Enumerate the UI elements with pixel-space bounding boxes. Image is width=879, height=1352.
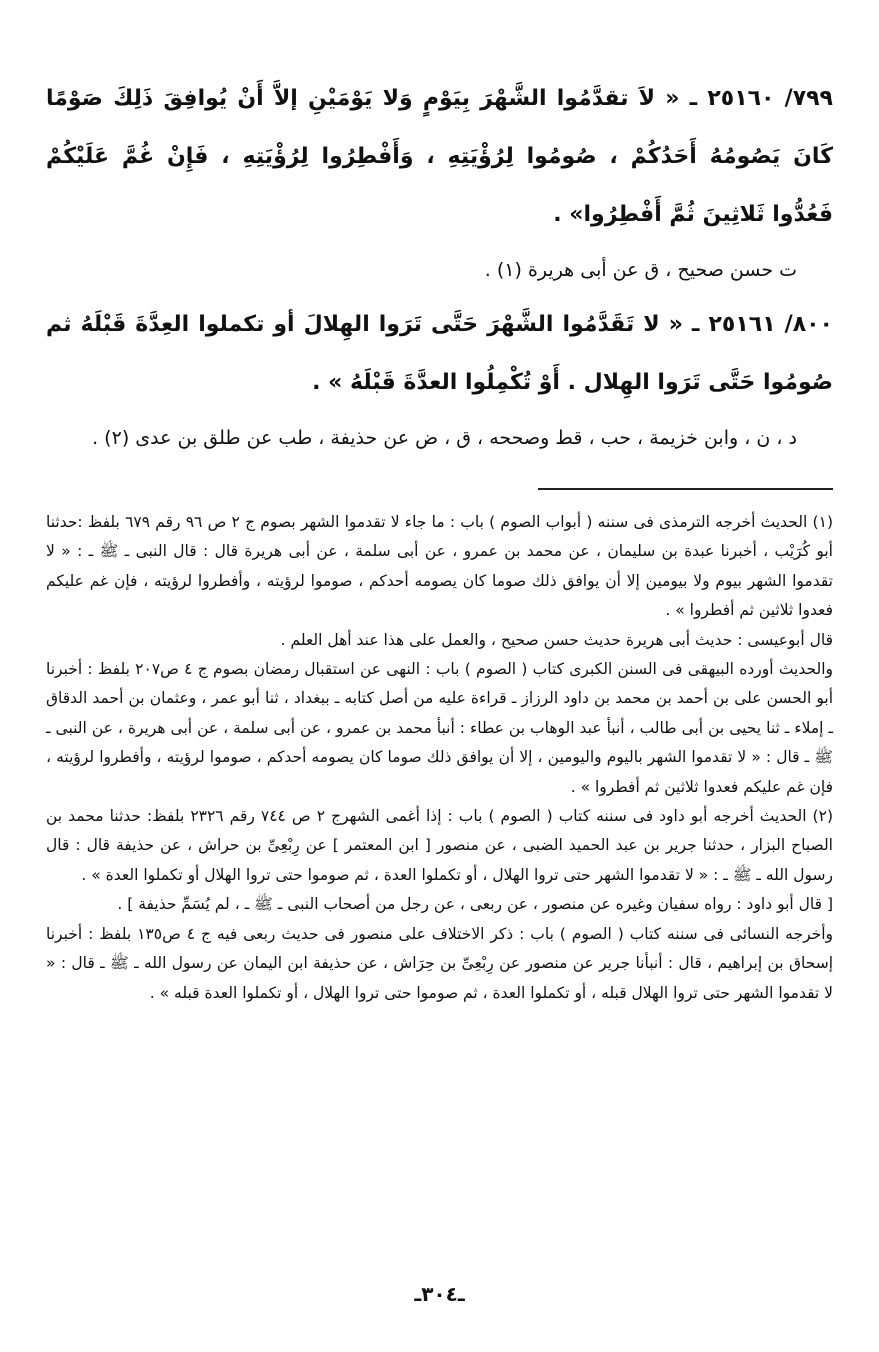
footnote-2-abu-dawud-comment: [ قال أبو داود : رواه سفيان وغيره عن منصور ، عن ربعى ، عن رجل من أصحاب النبى ـ ﷺ ـ ، لم يُسَمِّ حذيفة ] .: [117, 895, 833, 914]
hadith-800-sources: د ، ن ، وابن خزيمة ، حب ، قط وصححه ، ق ، ض عن حذيفة ، طب عن طلق بن عدى (٢) .: [92, 427, 797, 449]
footnote-1-bayhaqi: والحديث أورده البيهقى فى السنن الكبرى كتاب ( الصوم ) باب : النهى عن استقبال رمضان بصوم ج ٤ ص٢٠٧ بلفظ : أخبرنا أبو الحسن على بن أحمد بن محمد بن داود الرزاز ـ قراءة عليه من أصل كتابه ـ ببغداد ، ثنا أبو عمر ، وعثمان بن أحمد الدقاق ـ إملاء ـ ثنا يحيى بن أبى طالب ، أنبأ عبد الوهاب بن عطاء : أنبأ محمد بن عمرو ، عن أبى سلمة ، عن أبى هريرة ، عن النبى ـ ﷺ ـ قال : « لا تقدموا الشهر باليوم واليومين ، إلا أن يوافق ذلك صوما كان يصومه أحدكم ، صوموا لرؤيته ، وأفطروا لرؤيته ، فإن غم عليكم فعدوا ثلاثين ثم أفطروا » .: [46, 660, 834, 796]
hadith-800: ٨٠٠/ ٢٥١٦١ ـ « لا تَقَدَّمُوا الشَّهْرَ حَتَّى تَرَوا الهِلالَ أو تكملوا العِدَّةَ قَبْلَهُ ثم صُومُوا حَتَّى تَرَوا الهِلال . أَوْ تُكْمِلُوا العدَّةَ قَبْلَهُ » .: [46, 312, 833, 395]
hadith-799-sources: ت حسن صحيح ، ق عن أبى هريرة (١) .: [484, 259, 797, 281]
footnote-1-tirmidhi-comment: قال أبوعيسى : حديث أبى هريرة حديث حسن صحيح ، والعمل على هذا عند أهل العلم .: [280, 630, 833, 649]
footnote-separator: [538, 488, 833, 490]
hadith-799: ٧٩٩/ ٢٥١٦٠ ـ « لاَ تقدَّمُوا الشَّهْرَ بِيَوْمٍ وَلا يَوْمَيْنِ إلاَّ أَنْ يُوافِقَ ذَلِكَ صَوْمًا كَانَ يَصُومُهُ أَحَدُكُمْ ، صُومُوا لِرُؤْيَتِهِ ، وَأَفْطِرُوا لِرُؤْيَتِهِ ، فَإِنْ غُمَّ عَلَيْكُمْ فَعُدُّوا ثَلاثِينَ ثُمَّ أَفْطِرُوا» .: [46, 86, 833, 227]
footnote-2-nasai: وأخرجه النسائى فى سننه كتاب ( الصوم ) باب : ذكر الاختلاف على منصور فى حديث ربعى فيه ج ٤ ص١٣٥ بلفظ : أخبرنا إسحاق بن إبراهيم ، قال : أنبأنا جرير عن منصور عن رِبْعِىِّ بن حِرَاش ، عن حذيفة ابن اليمان عن رسول الله ـ ﷺ ـ قال : « لا تقدموا الشهر حتى تروا الهلال قبله ، أو تكملوا العدة ، ثم صوموا حتى تروا الهلال ، أو تكملوا العدة قبله » .: [46, 924, 833, 1002]
footnote-1: (١) الحديث أخرجه الترمذى فى سننه ( أبواب الصوم ) باب : ما جاء لا تقدموا الشهر بصوم ج ٢ ص ٩٦ رقم ٦٧٩ بلفظ :حدثنا أبو كُرَيْب ، أخبرنا عبدة بن سليمان ، عن محمد بن عمرو ، عن أبى سلمة ، عن أبى هريرة قال : قال النبى ـ ﷺ ـ : « لا تقدموا الشهر بيوم ولا بيومين إلا أن يوافق ذلك صوما كان يصومه أحدكم ، صوموا لرؤيته ، وأفطروا لرؤيته ، فإن غم عليكم فعدوا ثلاثين ثم أفطروا » .: [46, 513, 833, 620]
footnotes: [46, 508, 833, 1008]
page: [46, 70, 833, 1352]
page-number: ـ٣٠٤ـ: [414, 1282, 465, 1306]
main-text: [46, 70, 833, 464]
footnote-2: (٢) الحديث أخرجه أبو داود فى سننه كتاب ( الصوم ) باب : إذا أغمى الشهرج ٢ ص ٧٤٤ رقم ٢٣٢٦ بلفظ: حدثنا محمد بن الصباح البزار ، حدثنا جرير بن عبد الحميد الضبى ، عن منصور [ ابن المعتمر ] عن رِبْعِىِّ بن حراش ، عن حذيفة قال : قال رسول الله ـ ﷺ ـ : « لا تقدموا الشهر حتى تروا الهلال ، أو تكملوا العدة ، ثم صوموا حتى تروا الهلال أو تكملوا العدة » .: [46, 807, 833, 884]
